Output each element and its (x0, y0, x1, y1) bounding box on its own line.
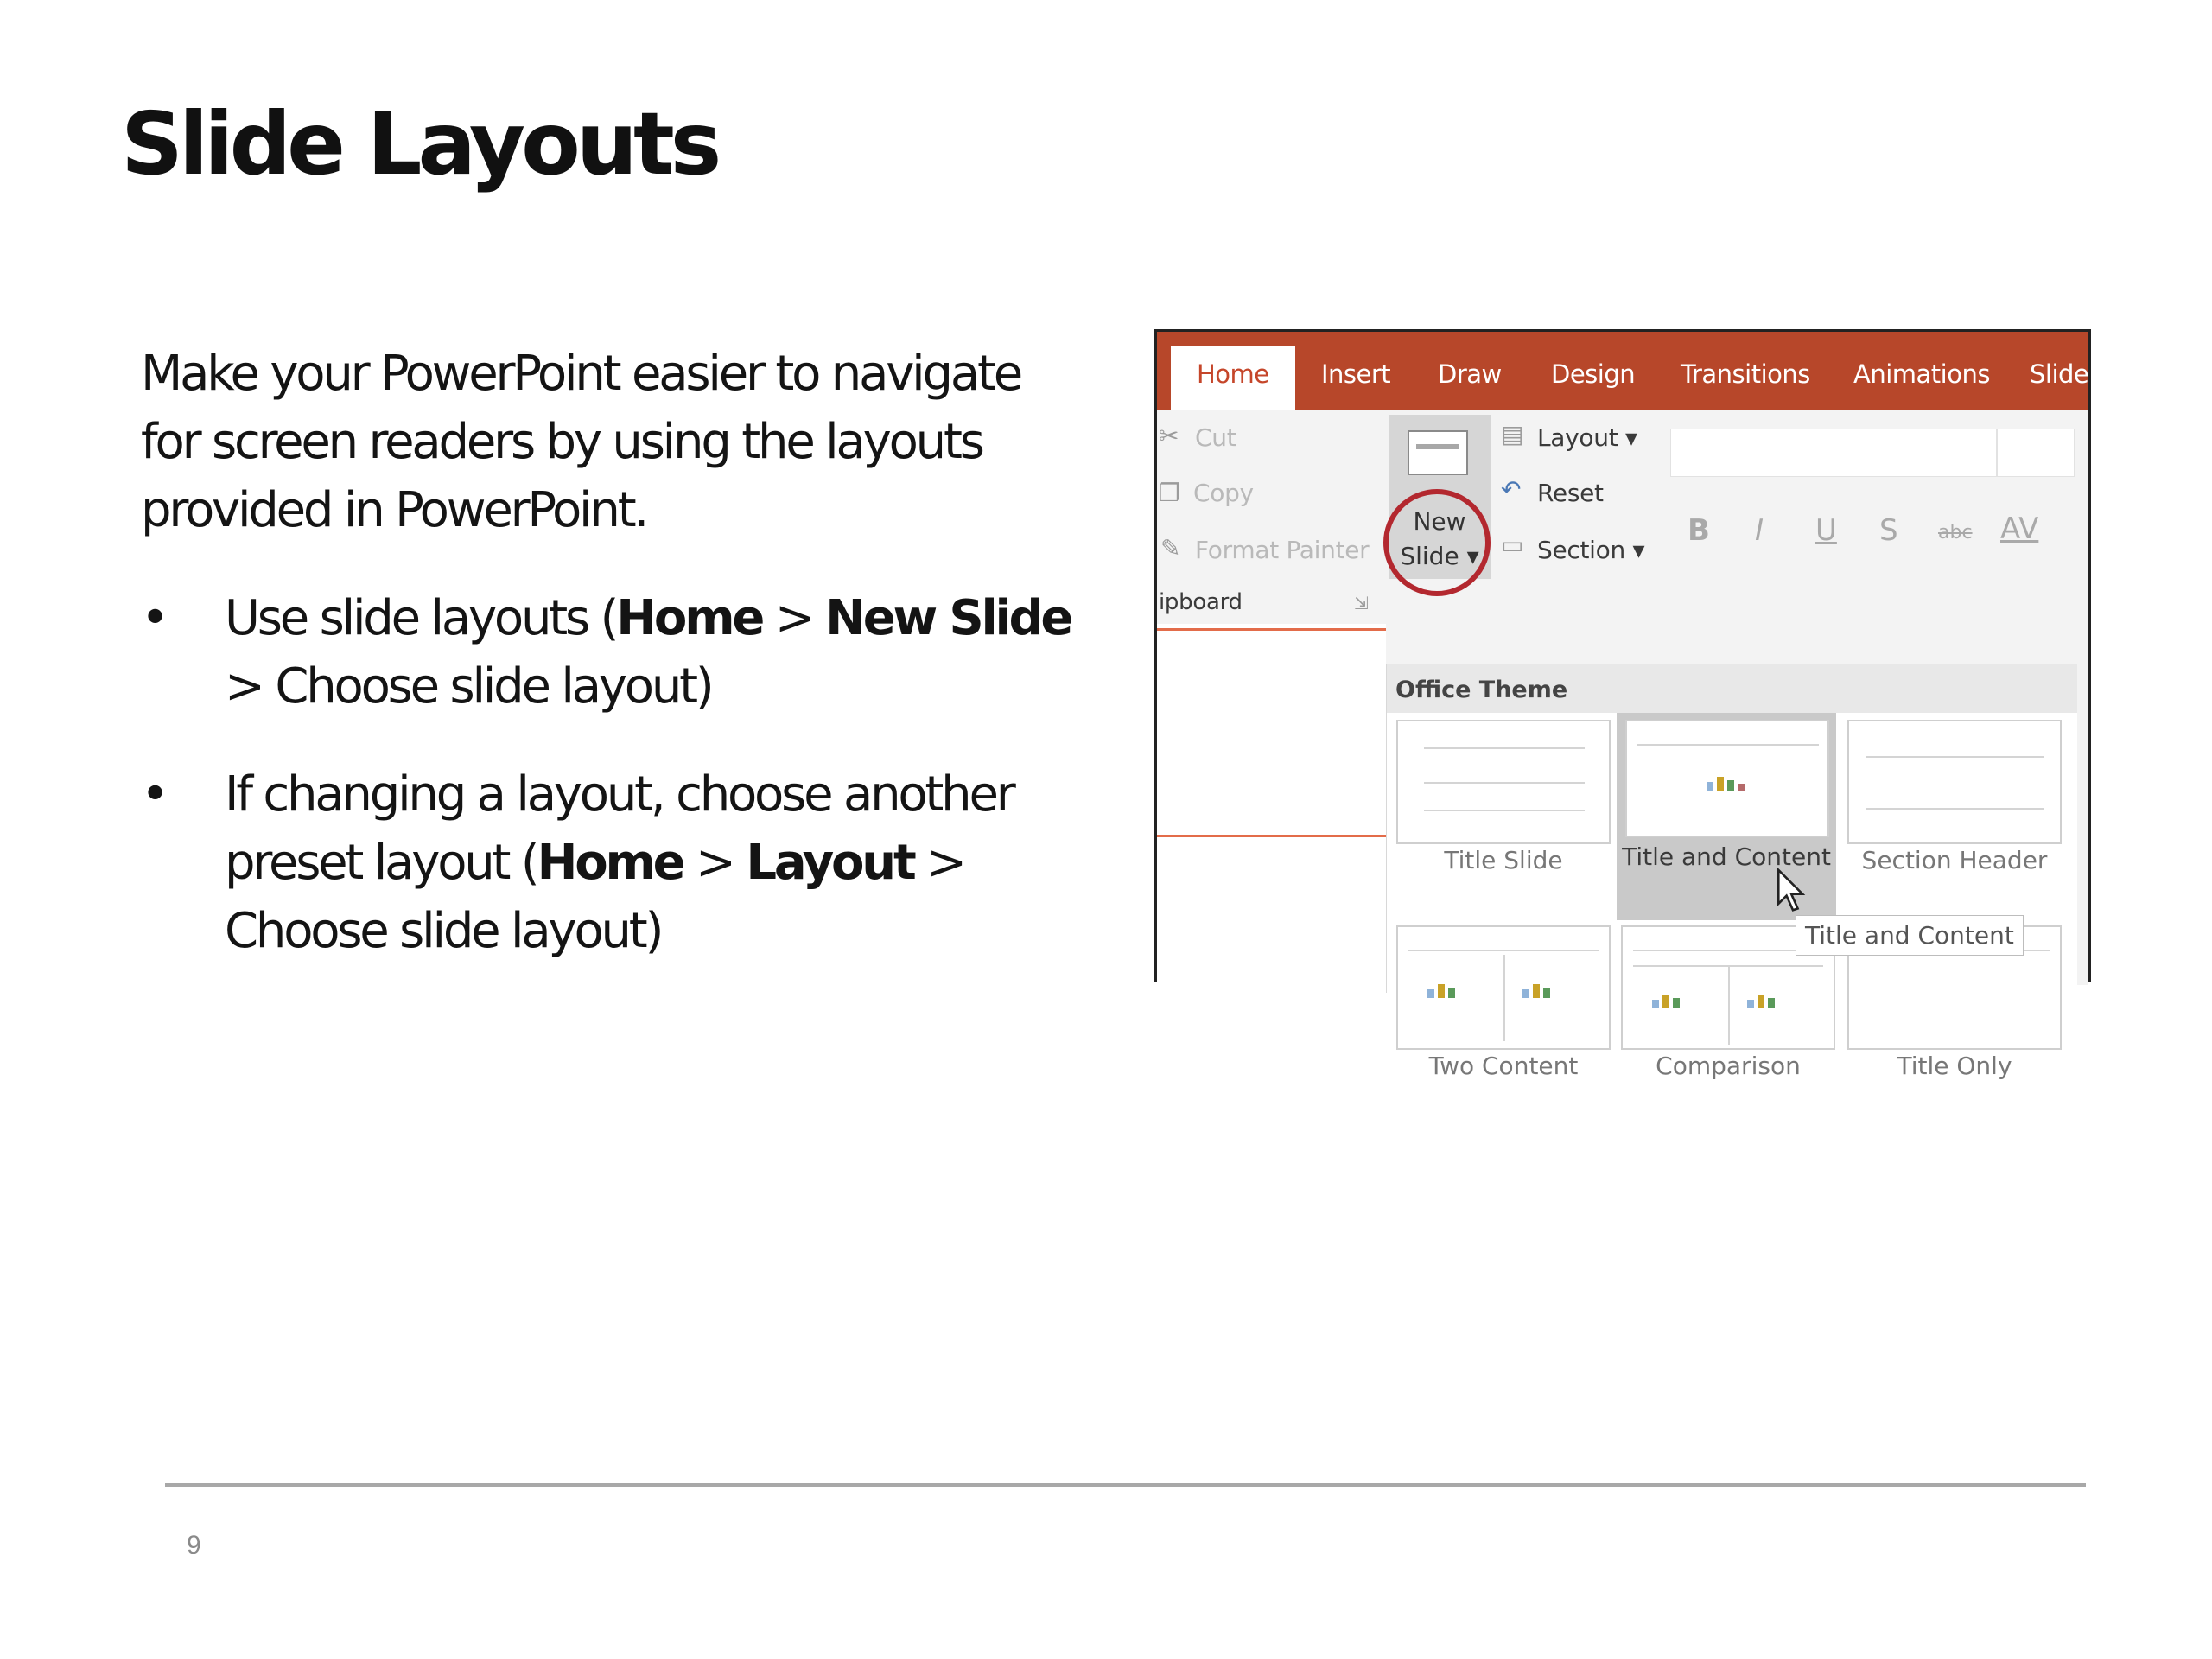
page-number: 9 (187, 1531, 201, 1560)
bullet-text: Use slide layouts ( (225, 590, 617, 646)
bullet-bold: New Slide (825, 590, 1071, 646)
content-placeholder-icon (1649, 988, 1699, 1012)
italic-button[interactable]: I (1755, 513, 1764, 548)
tab-draw[interactable]: Draw (1438, 359, 1502, 389)
underline-button[interactable]: U (1815, 513, 1837, 548)
tab-transitions[interactable]: Transitions (1681, 359, 1810, 389)
new-slide-label-line: New (1413, 507, 1466, 536)
layout-tooltip: Title and Content (1796, 915, 2024, 956)
layout-name: Title Only (1897, 1052, 2012, 1080)
slide-title: Slide Layouts (121, 93, 718, 194)
dialog-launcher-icon[interactable]: ⇲ (1354, 593, 1369, 613)
bullet-bold: Home (616, 590, 763, 646)
ribbon-screenshot (1154, 329, 2091, 1080)
new-slide-label-line: Slide ▾ (1400, 542, 1479, 570)
content-placeholder-icon (1424, 977, 1474, 1001)
strikethrough-button[interactable]: abc (1938, 522, 1973, 543)
bullet-separator: > (762, 590, 826, 646)
layout-icon: ▤ (1501, 420, 1524, 448)
cut-button[interactable]: Cut (1195, 423, 1236, 452)
format-painter-button[interactable]: Format Painter (1195, 536, 1370, 564)
character-spacing-button[interactable]: AV (2000, 512, 2039, 546)
tab-slide-show[interactable]: Slide (2030, 359, 2089, 389)
tab-animations[interactable]: Animations (1853, 359, 1990, 389)
section-icon: ▭ (1501, 531, 1524, 559)
layout-thumbnail (1396, 720, 1611, 844)
bullet-separator: > (683, 835, 747, 891)
layout-title-slide[interactable] (1394, 716, 1613, 872)
layout-thumbnail (1396, 925, 1611, 1050)
layout-name: Comparison (1656, 1052, 1801, 1080)
content-placeholder-icon (1703, 770, 1753, 794)
tab-design[interactable]: Design (1551, 359, 1636, 389)
content-placeholder-icon (1744, 988, 1794, 1012)
slide-thumbnail-pane (1157, 624, 1386, 987)
intro-paragraph: Make your PowerPoint easier to navigate for screen readers by using the layouts provided in PowerPoint. (141, 346, 1020, 538)
layout-name: Two Content (1428, 1052, 1579, 1080)
layout-two-content[interactable] (1394, 922, 1613, 1080)
gallery-header: Office Theme (1387, 664, 2077, 713)
reset-button[interactable]: Reset (1537, 479, 1604, 507)
bullet-bold: Layout (746, 835, 914, 891)
layout-name: Title Slide (1444, 846, 1563, 874)
thumbnail-divider (1157, 835, 1386, 837)
slide-body (141, 340, 1074, 1005)
bullet-marker: • (141, 590, 167, 646)
bullet-text: > Choose slide layout) (225, 835, 964, 959)
layout-name: Section Header (1861, 846, 2048, 874)
bold-button[interactable]: B (1688, 513, 1710, 548)
copy-icon: ❐ (1159, 479, 1181, 507)
bullet-marker: • (141, 766, 167, 823)
highlight-circle (1383, 489, 1491, 596)
reset-icon: ↶ (1501, 475, 1522, 504)
bullet-text: If changing a layout, choose another preset layout ( (225, 766, 1014, 891)
paintbrush-icon: ✎ (1160, 534, 1181, 563)
footer-divider (165, 1483, 2086, 1487)
layout-gallery (1386, 664, 2077, 1080)
copy-button[interactable]: Copy (1193, 479, 1254, 507)
new-slide-icon (1408, 430, 1468, 475)
bullet-item (141, 584, 1074, 721)
mouse-pointer-icon (1776, 868, 1810, 913)
thumbnail-divider (1157, 628, 1386, 631)
layout-thumbnail (1625, 720, 1829, 837)
layout-thumbnail (1847, 720, 2062, 844)
bullet-bold: Home (537, 835, 683, 891)
layout-section-header[interactable] (1845, 716, 2064, 872)
tab-insert[interactable]: Insert (1321, 359, 1391, 389)
ribbon-home (1157, 410, 2088, 1080)
scissors-icon: ✂ (1159, 422, 1179, 450)
section-button[interactable]: Section ▾ (1537, 536, 1645, 564)
layout-button[interactable]: Layout ▾ (1537, 423, 1637, 452)
shadow-button[interactable]: S (1879, 513, 1898, 548)
ribbon-tab-bar (1157, 332, 2088, 410)
content-placeholder-icon (1519, 977, 1569, 1001)
bullet-item (141, 760, 1074, 965)
bullet-text: > Choose slide layout) (225, 658, 712, 715)
tab-home[interactable]: Home (1171, 346, 1295, 410)
clipboard-group-label: ipboard (1159, 589, 1243, 615)
layout-name: Title and Content (1622, 842, 1831, 871)
font-size-box[interactable] (1997, 429, 2075, 477)
font-name-box[interactable] (1670, 429, 1997, 477)
